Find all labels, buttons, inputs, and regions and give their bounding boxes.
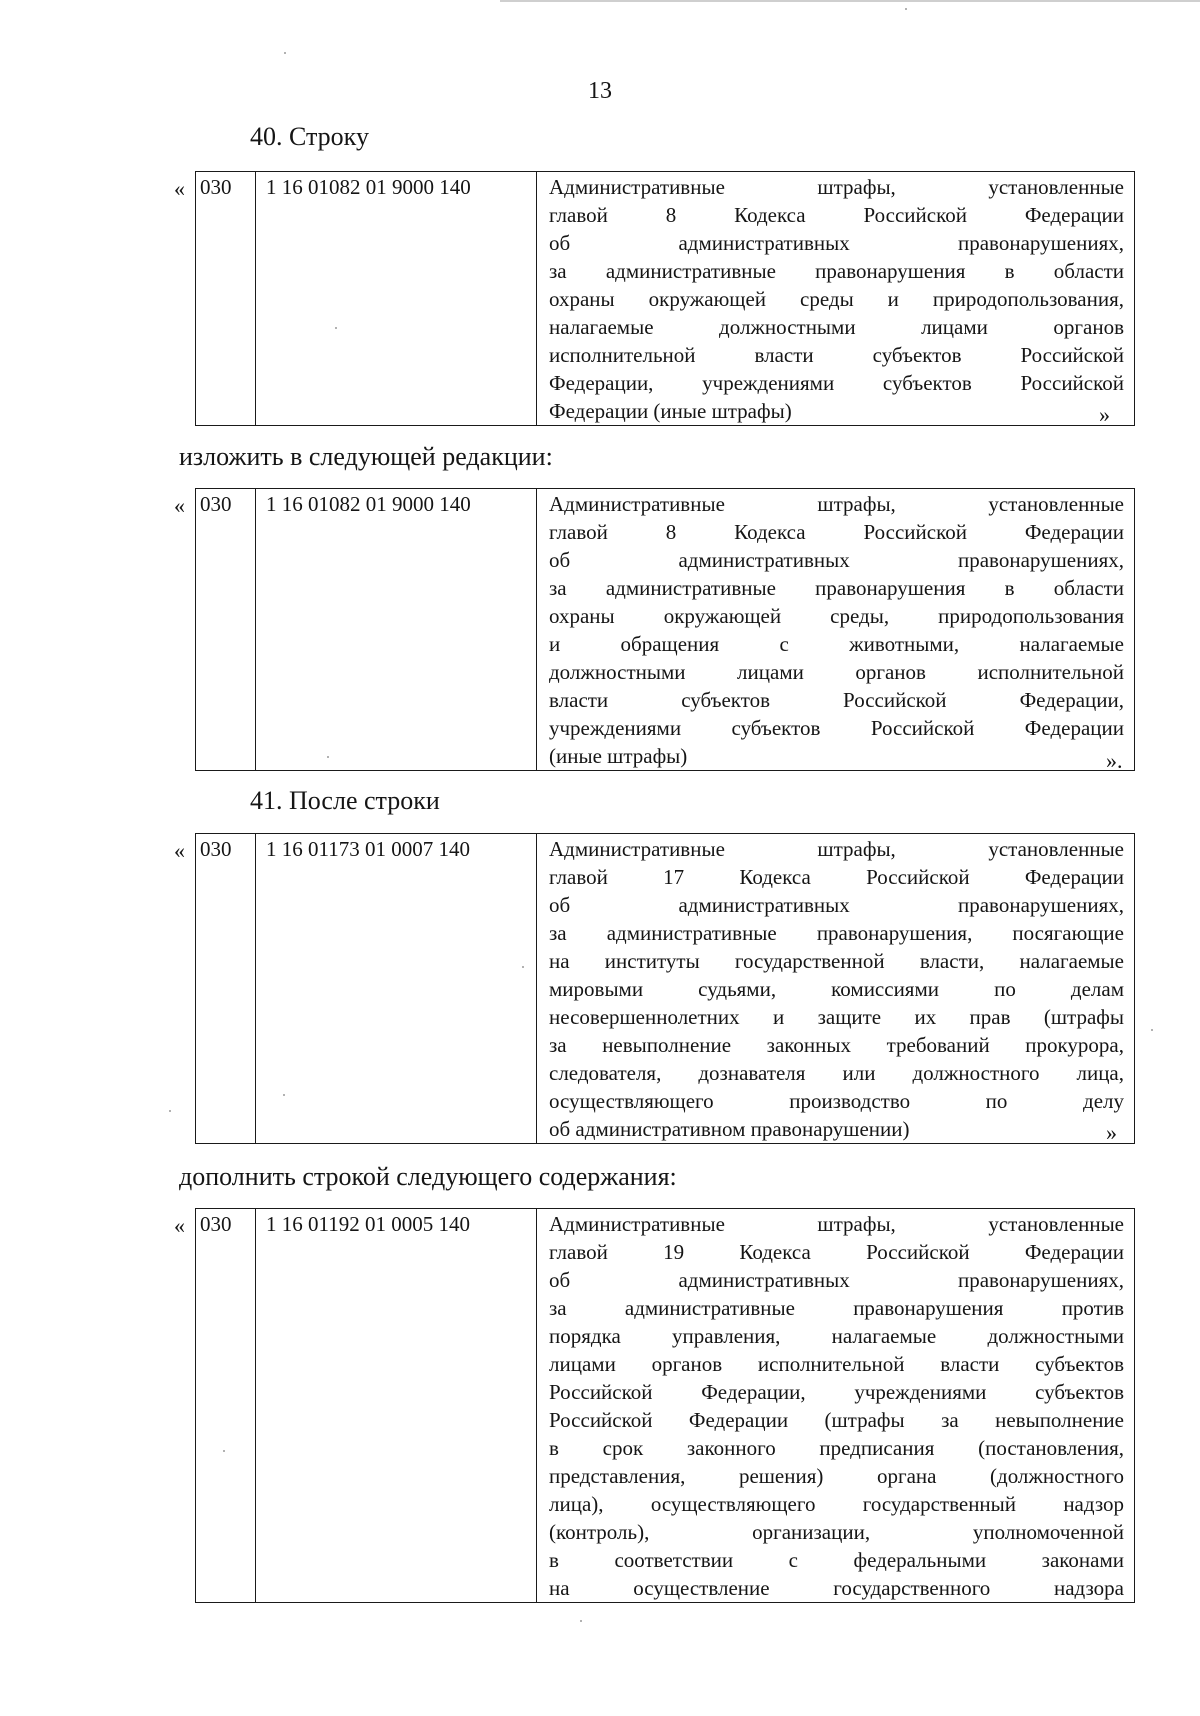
description-line: Административные штрафы, установленные [549, 175, 1124, 199]
description-line: осуществляющего производство по делу [549, 1089, 1124, 1113]
code-cell: 030 [196, 1209, 256, 1603]
section-heading: 41. После строки [250, 786, 440, 815]
description-line: об административных правонарушениях, [549, 1268, 1124, 1292]
scan-speck [169, 1110, 171, 1112]
description-line: лицами органов исполнительной власти субъектов [549, 1352, 1124, 1376]
description-line: на осуществление государственного надзора [549, 1576, 1124, 1600]
budget-code-row [195, 1208, 1135, 1603]
open-quote: « [174, 176, 185, 201]
budget-code-row [195, 171, 1135, 426]
description-line: представления, решения) органа (должностного [549, 1464, 1124, 1488]
description-line: главой 19 Кодекса Российской Федерации [549, 1240, 1124, 1264]
page-number: 13 [588, 78, 612, 104]
description-line: за невыполнение законных требований прокурора, [549, 1033, 1124, 1057]
code-cell: 030 [196, 172, 256, 426]
description-line: главой 8 Кодекса Российской Федерации [549, 203, 1124, 227]
description-line: (контроль), организации, уполномоченной [549, 1520, 1124, 1544]
budget-code-row [195, 488, 1135, 771]
kbk-cell: 1 16 01082 01 9000 140 [256, 489, 537, 771]
description-line: охраны окружающей среды и природопользования, [549, 287, 1124, 311]
section-heading: 40. Строку [250, 122, 369, 151]
kbk-cell: 1 16 01192 01 0005 140 [256, 1209, 537, 1603]
description-line: об административных правонарушениях, [549, 548, 1124, 572]
budget-code-row [195, 833, 1135, 1144]
description-line: Российской Федерации (штрафы за невыполнение [549, 1408, 1124, 1432]
description-line: налагаемые должностными лицами органов [549, 315, 1124, 339]
description-line: в срок законного предписания (постановления, [549, 1436, 1124, 1460]
description-line: учреждениями субъектов Российской Федерации [549, 716, 1124, 740]
description-cell [537, 1209, 1135, 1603]
description-line: лица), осуществляющего государственный надзор [549, 1492, 1124, 1516]
description-line: за административные правонарушения в области [549, 576, 1124, 600]
description-line: исполнительной власти субъектов Российской [549, 343, 1124, 367]
description-line: власти субъектов Российской Федерации, [549, 688, 1124, 712]
description-line: главой 8 Кодекса Российской Федерации [549, 520, 1124, 544]
description-line: за административные правонарушения против [549, 1296, 1124, 1320]
description-line: Административные штрафы, установленные [549, 837, 1124, 861]
description-line: следователя, дознавателя или должностного лица, [549, 1061, 1124, 1085]
kbk-cell: 1 16 01082 01 9000 140 [256, 172, 537, 426]
description-line: в соответствии с федеральными законами [549, 1548, 1124, 1572]
scan-speck [580, 1620, 582, 1622]
description-line: охраны окружающей среды, природопользования [549, 604, 1124, 628]
description-line: (иные штрафы) [549, 744, 688, 768]
description-line: главой 17 Кодекса Российской Федерации [549, 865, 1124, 889]
description-cell [537, 489, 1135, 771]
description-line: Административные штрафы, установленные [549, 1212, 1124, 1236]
close-quote: » [1106, 1120, 1117, 1145]
description-line: за административные правонарушения, посягающие [549, 921, 1124, 945]
description-line: мировыми судьями, комиссиями по делам [549, 977, 1124, 1001]
description-line: на институты государственной власти, налагаемые [549, 949, 1124, 973]
description-line: об административных правонарушениях, [549, 231, 1124, 255]
description-cell [537, 834, 1135, 1144]
code-cell: 030 [196, 834, 256, 1144]
open-quote: « [174, 493, 185, 518]
kbk-cell: 1 16 01173 01 0007 140 [256, 834, 537, 1144]
scan-speck [905, 8, 907, 10]
description-line: Федерации (иные штрафы) [549, 399, 792, 423]
section-heading: дополнить строкой следующего содержания: [179, 1162, 677, 1191]
open-quote: « [174, 1213, 185, 1238]
description-line: должностными лицами органов исполнительной [549, 660, 1124, 684]
section-heading: изложить в следующей редакции: [179, 442, 553, 471]
description-line: Российской Федерации, учреждениями субъектов [549, 1380, 1124, 1404]
description-line: за административные правонарушения в области [549, 259, 1124, 283]
scan-speck [284, 52, 286, 54]
scan-edge-line [500, 0, 1200, 2]
description-line: об административных правонарушениях, [549, 893, 1124, 917]
description-cell [537, 172, 1135, 426]
open-quote: « [174, 838, 185, 863]
close-quote: » [1099, 402, 1110, 427]
close-quote: ». [1106, 748, 1123, 773]
description-line: Федерации, учреждениями субъектов Российской [549, 371, 1124, 395]
description-line: и обращения с животными, налагаемые [549, 632, 1124, 656]
code-cell: 030 [196, 489, 256, 771]
scan-speck [1151, 1029, 1153, 1031]
description-line: несовершеннолетних и защите их прав (штрафы [549, 1005, 1124, 1029]
description-line: об административном правонарушении) [549, 1117, 910, 1141]
description-line: порядка управления, налагаемые должностными [549, 1324, 1124, 1348]
description-line: Административные штрафы, установленные [549, 492, 1124, 516]
